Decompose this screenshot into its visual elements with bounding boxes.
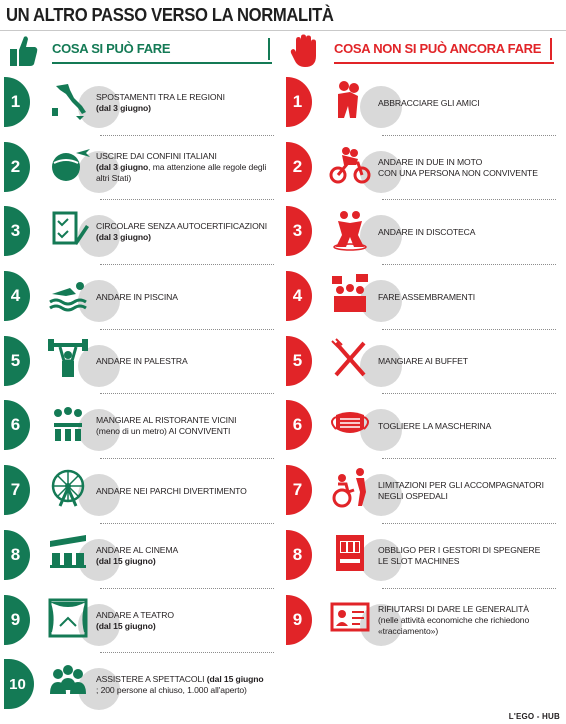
item-title: ANDARE IN DUE IN MOTO bbox=[378, 156, 483, 167]
item-number-badge: 7 bbox=[286, 465, 312, 515]
face-mask-icon bbox=[328, 401, 372, 445]
globe-plane-icon bbox=[46, 143, 90, 187]
dotted-separator bbox=[100, 523, 274, 524]
dancing-couple-icon bbox=[328, 207, 372, 251]
dotted-separator bbox=[100, 458, 274, 459]
item-number-badge: 3 bbox=[286, 206, 312, 256]
dotted-separator bbox=[382, 588, 556, 589]
item-title: FARE ASSEMBRAMENTI bbox=[378, 291, 476, 302]
allowed-column bbox=[4, 30, 280, 720]
item-number-badge: 9 bbox=[286, 595, 312, 645]
item-date-note: (dal 15 giugno bbox=[206, 674, 264, 685]
item-description bbox=[378, 203, 558, 261]
item-description bbox=[96, 139, 276, 197]
swimmer-icon bbox=[46, 272, 90, 316]
item-number-badge: 5 bbox=[4, 336, 30, 386]
source-credit: L'EGO - HUB bbox=[508, 712, 560, 721]
item-date-note: (dal 15 giugno) bbox=[96, 620, 156, 631]
document-pen-icon bbox=[46, 207, 90, 251]
item-description bbox=[378, 333, 558, 391]
item-description bbox=[96, 462, 276, 520]
item-title: OBBLIGO PER I GESTORI DI SPEGNERE bbox=[378, 544, 541, 555]
item-title: ANDARE NEI PARCHI DIVERTIMENTO bbox=[96, 485, 247, 496]
item-number-badge: 2 bbox=[286, 142, 312, 192]
list-item bbox=[4, 203, 280, 268]
theatre-stage-icon bbox=[46, 596, 90, 640]
item-description bbox=[96, 203, 276, 261]
dotted-separator bbox=[382, 523, 556, 524]
list-item bbox=[286, 268, 562, 333]
item-title: ANDARE AL CINEMA bbox=[96, 544, 179, 555]
item-title: ABBRACCIARE GLI AMICI bbox=[378, 97, 480, 108]
item-note: (meno di un metro) AI CONVIVENTI bbox=[96, 426, 231, 437]
dotted-separator bbox=[100, 264, 274, 265]
item-title: ANDARE IN PISCINA bbox=[96, 291, 178, 302]
item-title: SPOSTAMENTI TRA LE REGIONI bbox=[96, 92, 225, 102]
item-description bbox=[96, 333, 276, 391]
item-date-note: (dal 3 giugno) bbox=[96, 232, 151, 243]
cinema-seats-icon bbox=[46, 531, 90, 575]
item-title: USCIRE DAI CONFINI ITALIANI bbox=[96, 151, 217, 162]
item-description bbox=[378, 397, 558, 455]
restaurant-table-icon bbox=[46, 401, 90, 445]
list-item bbox=[4, 462, 280, 527]
item-title: ASSISTERE A SPETTACOLI (dal 15 giugno bbox=[96, 674, 264, 685]
list-item bbox=[286, 203, 562, 268]
item-description bbox=[96, 527, 276, 585]
audience-icon bbox=[46, 660, 90, 704]
allowed-list bbox=[4, 74, 280, 721]
item-description bbox=[378, 527, 558, 585]
item-date-note: (dal 15 giugno) bbox=[96, 555, 156, 566]
list-item bbox=[286, 139, 562, 204]
italy-map-icon bbox=[46, 78, 90, 122]
list-item bbox=[286, 397, 562, 462]
weightlifter-icon bbox=[46, 337, 90, 381]
item-title: CIRCOLARE SENZA AUTOCERTIFICAZIONI bbox=[96, 221, 268, 232]
item-description bbox=[96, 656, 276, 714]
item-note: CON UNA PERSONA NON CONVIVENTE bbox=[378, 167, 538, 178]
item-note bbox=[96, 103, 276, 114]
item-note bbox=[96, 232, 276, 243]
item-number-badge: 4 bbox=[286, 271, 312, 321]
item-note: NEGLI OSPEDALI bbox=[378, 491, 448, 502]
item-number-badge: 2 bbox=[4, 142, 30, 192]
hugging-couple-icon bbox=[328, 78, 372, 122]
thumbs-up-icon bbox=[8, 34, 38, 68]
stop-hand-icon bbox=[290, 34, 320, 68]
list-item bbox=[4, 139, 280, 204]
dotted-separator bbox=[100, 393, 274, 394]
item-note bbox=[96, 621, 276, 632]
fork-knife-icon bbox=[328, 337, 372, 381]
item-number-badge: 3 bbox=[4, 206, 30, 256]
dotted-separator bbox=[382, 199, 556, 200]
list-item bbox=[4, 333, 280, 398]
item-number-badge: 9 bbox=[4, 595, 30, 645]
list-item bbox=[286, 333, 562, 398]
not-allowed-header: COSA NON SI PUÒ ANCORA FARE bbox=[334, 38, 552, 60]
list-item bbox=[286, 74, 562, 139]
item-title: ANDARE A TEATRO bbox=[96, 609, 174, 620]
item-number-badge: 8 bbox=[4, 530, 30, 580]
item-description bbox=[378, 139, 558, 197]
item-note: LE SLOT MACHINES bbox=[378, 555, 460, 566]
item-description bbox=[378, 462, 558, 520]
dotted-separator bbox=[100, 199, 274, 200]
item-title: LIMITAZIONI PER GLI ACCOMPAGNATORI bbox=[378, 480, 544, 491]
slot-machine-icon bbox=[328, 531, 372, 575]
ferris-wheel-icon bbox=[46, 466, 90, 510]
dotted-separator bbox=[100, 329, 274, 330]
item-title: ANDARE IN DISCOTECA bbox=[378, 226, 476, 237]
item-date-note: (dal 3 giugno) bbox=[96, 103, 151, 113]
list-item bbox=[4, 527, 280, 592]
dotted-separator bbox=[382, 264, 556, 265]
item-number-badge: 8 bbox=[286, 530, 312, 580]
item-description bbox=[378, 268, 558, 326]
list-item bbox=[4, 592, 280, 657]
page-title: UN ALTRO PASSO VERSO LA NORMALITÀ bbox=[6, 4, 334, 25]
dotted-separator bbox=[100, 588, 274, 589]
item-description bbox=[96, 268, 276, 326]
dotted-separator bbox=[100, 652, 274, 653]
allowed-header-rule bbox=[52, 62, 272, 64]
item-description bbox=[96, 397, 276, 455]
item-number-badge: 1 bbox=[4, 77, 30, 127]
list-item bbox=[286, 527, 562, 592]
item-date-note: (dal 3 giugno bbox=[96, 162, 149, 173]
item-title: TOGLIERE LA MASCHERINA bbox=[378, 420, 492, 431]
item-description bbox=[378, 74, 558, 132]
item-number-badge: 6 bbox=[4, 400, 30, 450]
item-description bbox=[96, 592, 276, 650]
item-number-badge: 7 bbox=[4, 465, 30, 515]
dotted-separator bbox=[382, 329, 556, 330]
not-allowed-column bbox=[286, 30, 562, 720]
item-title: MANGIARE AI BUFFET bbox=[378, 356, 468, 367]
item-note: (dal 3 giugno, ma attenzione alle regole degli altri Stati) bbox=[96, 162, 267, 184]
item-title: RIFIUTARSI DI DARE LE GENERALITÀ bbox=[378, 604, 529, 614]
not-allowed-header-rule bbox=[334, 62, 554, 64]
crowd-protest-icon bbox=[328, 272, 372, 316]
list-item bbox=[4, 74, 280, 139]
list-item bbox=[4, 656, 280, 721]
dotted-separator bbox=[382, 135, 556, 136]
list-item bbox=[4, 397, 280, 462]
id-card-icon bbox=[328, 596, 372, 640]
item-number-badge: 4 bbox=[4, 271, 30, 321]
item-description bbox=[378, 592, 558, 650]
allowed-header: COSA SI PUÒ FARE bbox=[52, 38, 270, 60]
item-note: (nelle attività economiche che richiedono «tracciamento») bbox=[378, 615, 530, 636]
dotted-separator bbox=[382, 458, 556, 459]
dotted-separator bbox=[382, 393, 556, 394]
dotted-separator bbox=[100, 135, 274, 136]
item-description bbox=[96, 74, 276, 132]
item-title: MANGIARE AL RISTORANTE VICINI bbox=[96, 415, 237, 426]
list-item bbox=[286, 462, 562, 527]
motorbike-couple-icon bbox=[328, 143, 372, 187]
item-number-badge: 5 bbox=[286, 336, 312, 386]
item-note bbox=[96, 556, 276, 567]
list-item bbox=[4, 268, 280, 333]
item-note: ; 200 persone al chiuso, 1.000 all'aperto) bbox=[96, 685, 247, 696]
not-allowed-list bbox=[286, 74, 562, 656]
wheelchair-assist-icon bbox=[328, 466, 372, 510]
item-title: ANDARE IN PALESTRA bbox=[96, 356, 188, 367]
item-number-badge: 1 bbox=[286, 77, 312, 127]
item-number-badge: 6 bbox=[286, 400, 312, 450]
item-number-badge: 10 bbox=[4, 659, 34, 709]
list-item bbox=[286, 592, 562, 657]
